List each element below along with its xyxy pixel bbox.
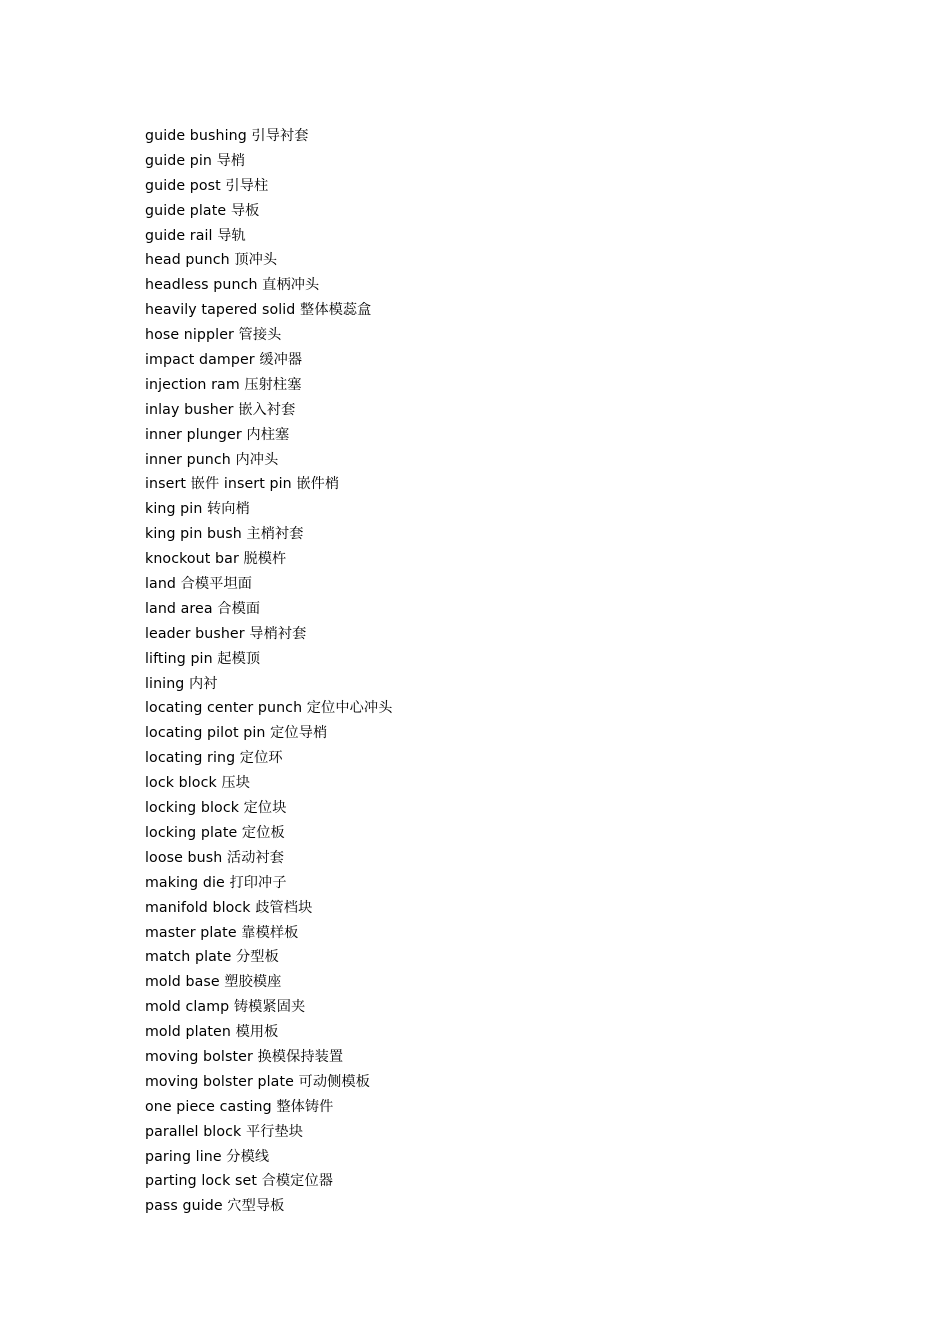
- glossary-entry: guide plate 导板: [145, 202, 260, 219]
- glossary-entry: headless punch 直柄冲头: [145, 277, 320, 294]
- glossary-entry: hose nippler 管接头: [145, 327, 282, 344]
- glossary-entry: guide rail 导轨: [145, 227, 246, 244]
- glossary-entry: inlay busher 嵌入衬套: [145, 401, 296, 418]
- glossary-entry: guide post 引导柱: [145, 177, 269, 194]
- glossary-entry: match plate 分型板: [145, 949, 279, 966]
- glossary-entry: leader busher 导梢衬套: [145, 625, 307, 642]
- glossary-entry: knockout bar 脱模杵: [145, 551, 287, 568]
- glossary-entry: heavily tapered solid 整体模蕊盒: [145, 302, 372, 319]
- glossary-entry: head punch 顶冲头: [145, 252, 278, 269]
- glossary-entry: guide bushing 引导衬套: [145, 128, 309, 144]
- glossary-entry: making die 打印冲子: [145, 874, 287, 891]
- glossary-entry: insert 嵌件 insert pin 嵌件梢: [145, 476, 340, 493]
- glossary-entry: guide pin 导梢: [145, 152, 246, 169]
- glossary-entry: locating ring 定位环: [145, 750, 283, 767]
- glossary-entry: lock block 压块: [145, 775, 250, 792]
- glossary-entry: locking plate 定位板: [145, 824, 285, 841]
- glossary-entry: master plate 靠模样板: [145, 924, 299, 941]
- glossary-entry: king pin 转向梢: [145, 501, 250, 518]
- glossary-entry: locking block 定位块: [145, 800, 287, 817]
- glossary-entry: mold base 塑胶模座: [145, 974, 282, 991]
- glossary-entry: king pin bush 主梢衬套: [145, 526, 304, 543]
- glossary-entry: parallel block 平行垫块: [145, 1123, 304, 1140]
- glossary-entry: lifting pin 起模顶: [145, 650, 261, 667]
- glossary-entry: lining 内衬: [145, 675, 218, 692]
- glossary-entry: manifold block 歧管档块: [145, 899, 313, 916]
- glossary-entry: locating center punch 定位中心冲头: [145, 700, 393, 717]
- glossary-entry: inner punch 内冲头: [145, 451, 279, 468]
- glossary-entry: impact damper 缓冲器: [145, 352, 303, 369]
- glossary-entry: moving bolster plate 可动侧模板: [145, 1073, 370, 1090]
- glossary-entry: one piece casting 整体铸件: [145, 1098, 334, 1115]
- glossary-entry: land 合模平坦面: [145, 576, 253, 593]
- glossary-entry: paring line 分模线: [145, 1148, 270, 1165]
- glossary-entry: mold clamp 铸模紧固夹: [145, 999, 306, 1016]
- glossary-entry: injection ram 压射柱塞: [145, 376, 302, 393]
- glossary-entry: loose bush 活动衬套: [145, 849, 285, 866]
- glossary-entry: moving bolster 换模保持装置: [145, 1048, 344, 1065]
- glossary-entry: mold platen 模用板: [145, 1024, 279, 1041]
- glossary-entry: inner plunger 内柱塞: [145, 426, 290, 443]
- glossary-entry: locating pilot pin 定位导梢: [145, 725, 328, 742]
- glossary-entry: land area 合模面: [145, 600, 261, 617]
- glossary-list: [145, 126, 393, 1221]
- glossary-entry: pass guide 穴型导板: [145, 1198, 285, 1215]
- glossary-entry: parting lock set 合模定位器: [145, 1173, 334, 1190]
